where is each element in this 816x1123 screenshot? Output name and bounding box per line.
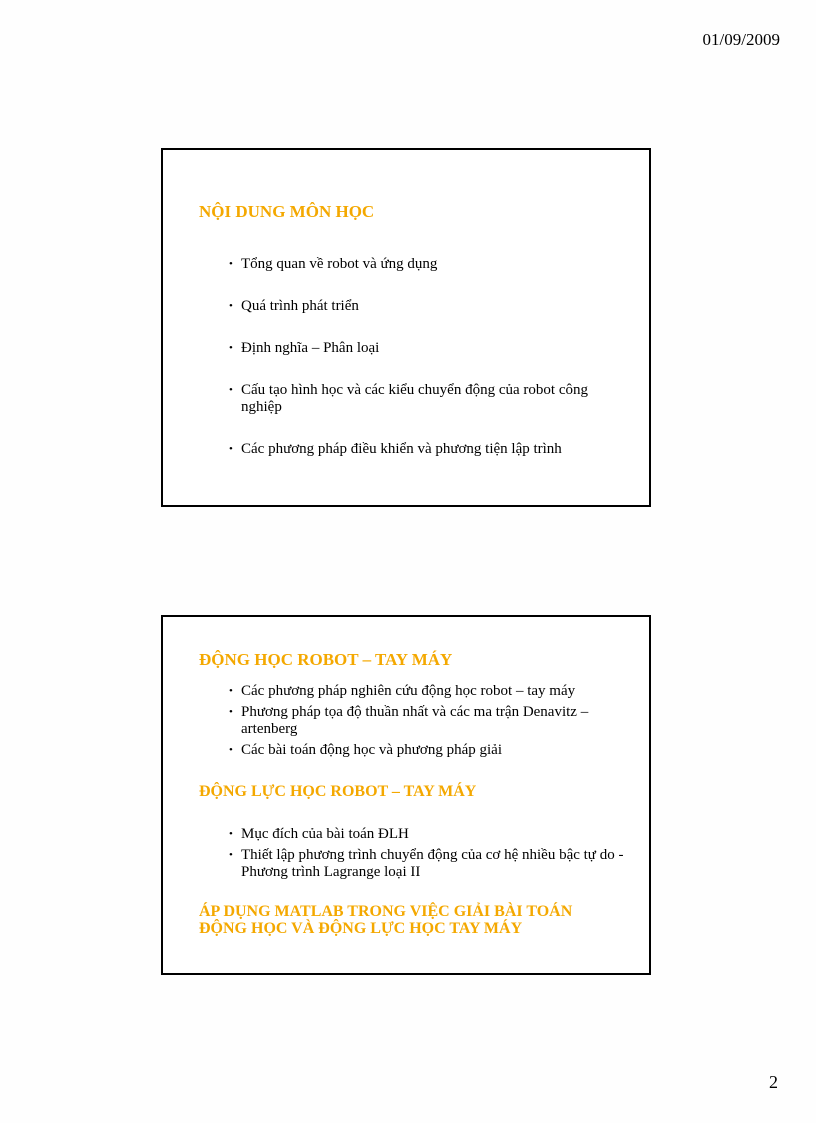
list-item-text: Các bài toán động học và phương pháp giải — [241, 742, 502, 758]
list-item — [229, 441, 629, 458]
bullet-icon: • — [229, 706, 233, 718]
slide-2-section-3-title — [199, 904, 572, 938]
list-item — [229, 704, 629, 738]
bullet-icon: • — [229, 685, 233, 697]
list-item — [229, 847, 629, 881]
page-number: 2 — [769, 1072, 778, 1092]
list-item-text: Các phương pháp điều khiển và phương tiện lập trình — [241, 441, 562, 457]
list-item-text: Quá trình phát triển — [241, 298, 359, 314]
list-item-text: Mục đích của bài toán ĐLH — [241, 826, 409, 842]
slide-2-section-1-list — [229, 683, 629, 763]
list-item-text: Các phương pháp nghiên cứu động học robot – tay máy — [241, 683, 576, 699]
section-3-title-line-1: ÁP DỤNG MATLAB TRONG VIỆC GIẢI BÀI TOÁN — [199, 903, 573, 920]
list-item — [229, 742, 629, 759]
page-date: 01/09/2009 — [702, 30, 780, 49]
bullet-icon: • — [229, 384, 233, 396]
list-item-text: Cấu tạo hình học và các kiểu chuyển động của robot công nghiệp — [241, 382, 588, 415]
list-item-text: Phương pháp tọa độ thuần nhất và các ma trận Denavitz – artenberg — [241, 704, 589, 737]
list-item — [229, 256, 629, 273]
list-item — [229, 382, 629, 416]
slide-2-section-2-title: ĐỘNG LỰC HỌC ROBOT – TAY MÁY — [199, 783, 477, 800]
list-item — [229, 298, 629, 315]
slide-2 — [161, 615, 651, 975]
slide-1 — [161, 148, 651, 507]
bullet-icon: • — [229, 744, 233, 756]
list-item — [229, 826, 629, 843]
slide-2-section-2-list — [229, 826, 629, 885]
list-item-text: Tổng quan về robot và ứng dụng — [241, 256, 438, 272]
bullet-icon: • — [229, 300, 233, 312]
list-item-text: Định nghĩa – Phân loại — [241, 340, 380, 356]
bullet-icon: • — [229, 443, 233, 455]
list-item — [229, 340, 629, 357]
bullet-icon: • — [229, 828, 233, 840]
bullet-icon: • — [229, 849, 233, 861]
section-3-title-line-2: ĐỘNG HỌC VÀ ĐỘNG LỰC HỌC TAY MÁY — [199, 919, 523, 937]
list-item — [229, 683, 629, 700]
bullet-icon: • — [229, 342, 233, 354]
bullet-icon: • — [229, 258, 233, 270]
slide-2-section-1-title: ĐỘNG HỌC ROBOT – TAY MÁY — [199, 650, 453, 669]
slide-1-title: NỘI DUNG MÔN HỌC — [199, 202, 375, 221]
list-item-text: Thiết lập phương trình chuyển động của cơ hệ nhiều bậc tự do - Phương trình Lagrange loại II — [241, 847, 624, 880]
slide-1-bullet-list — [229, 256, 629, 483]
